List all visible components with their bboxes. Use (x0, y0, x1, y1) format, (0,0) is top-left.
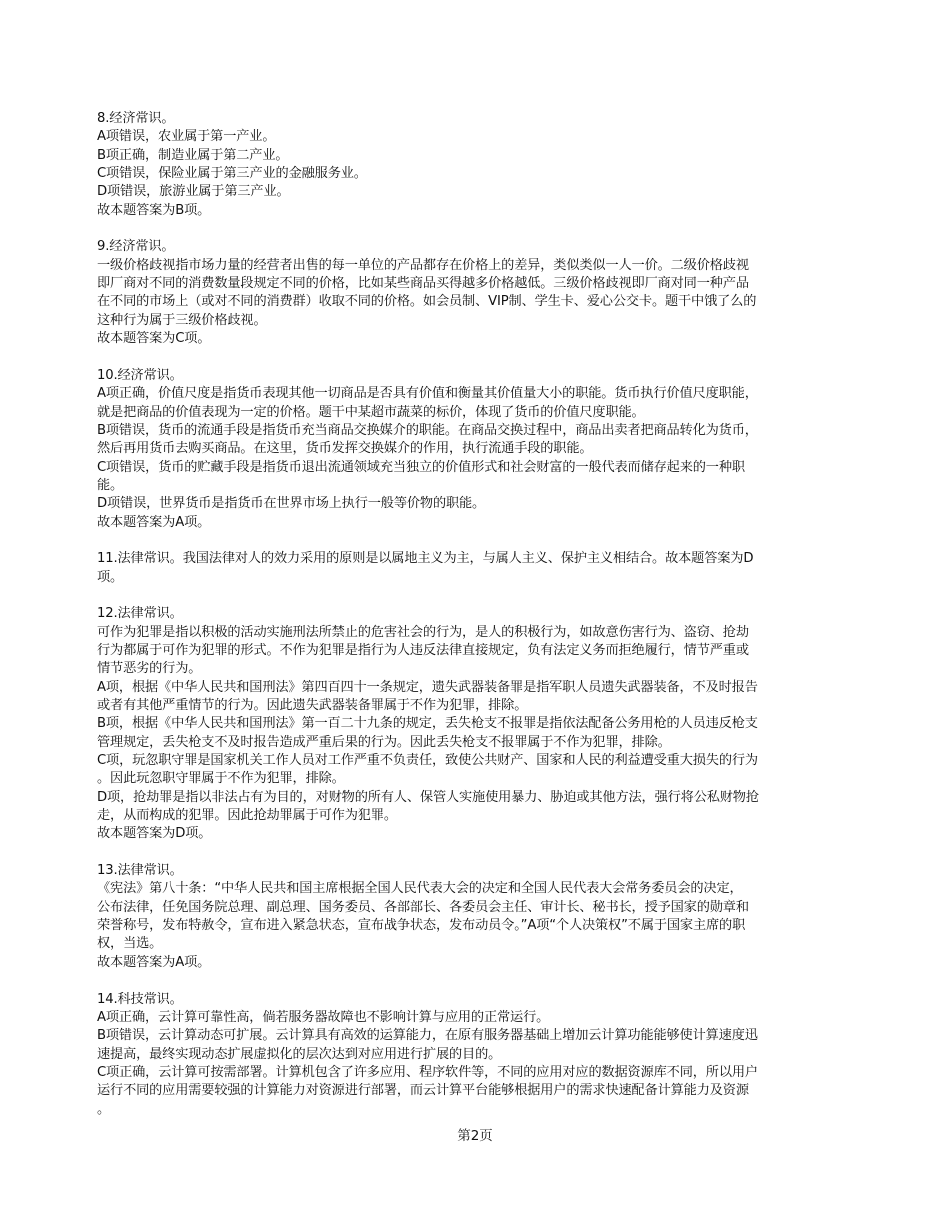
text-line: 故本题答案为B项。 (97, 202, 211, 218)
text-line: 速提高，最终实现动态扩展虚拟化的层次达到对应用进行扩展的目的。 (97, 1046, 502, 1062)
text-line: 荣誉称号，发布特赦令，宣布进入紧急状态，宣布战争状态，发布动员令。”A项“个人决策权”不属于国家主席的职 (97, 918, 746, 934)
text-line: 可作为犯罪是指以积极的活动实施刑法所禁止的危害社会的行为，是人的积极行为，如故意伤害行为、盗窃、抢劫 (97, 624, 749, 640)
text-line: 运行不同的应用需要较强的计算能力对资源进行部署，而云计算平台能够根据用户的需求快速配备计算能力及资源 (97, 1083, 749, 1099)
text-line: 或者有其他严重情节的行为。因此遗失武器装备罪属于不作为犯罪，排除。 (97, 698, 528, 713)
text-line: B项正确，制造业属于第二产业。 (97, 147, 289, 163)
question-heading: 11.法律常识。我国法律对人的效力采用的原则是以属地主义为主，与属人主义、保护主义相结合。故本题答案为D (97, 551, 754, 567)
text-line: D项错误，世界货币是指货币在世界市场上执行一般等价物的职能。 (97, 496, 486, 512)
text-line: 管理规定，丢失枪支不及时报告造成严重后果的行为。因此丢失枪支不报罪属于不作为犯罪，排除。 (97, 734, 671, 750)
question-heading: 14.科技常识。 (97, 991, 183, 1007)
text-line: C项错误，保险业属于第三产业的金融服务业。 (97, 166, 367, 182)
text-line: 能。 (97, 477, 124, 493)
text-line: 故本题答案为A项。 (97, 954, 211, 970)
text-line: 公布法律，任免国务院总理、副总理、国务委员、各部部长、各委员会主任、审计长、秘书长，授予国家的勋章和 (97, 899, 749, 915)
question-explanation (97, 605, 869, 843)
text-line: 故本题答案为C项。 (97, 331, 211, 347)
text-line: 在不同的市场上（或对不同的消费群）收取不同的价格。如会员制、VIP制、学生卡、爱心公交卡。题干中饿了么的 (97, 294, 757, 310)
text-line: 就是把商品的价值表现为一定的价格。题干中某超市蔬菜的标价，体现了货币的价值尺度职能。 (97, 404, 645, 420)
question-heading: 13.法律常识。 (97, 863, 183, 879)
text-line: 然后再用货币去购买商品。在这里，货币发挥交换媒介的作用，执行流通手段的职能。 (97, 441, 593, 457)
text-line: B项错误，货币的流通手段是指货币充当商品交换媒介的职能。在商品交换过程中，商品出卖者把商品转化为货币， (97, 422, 758, 438)
text-line: A项，根据《中华人民共和国刑法》第四百四十一条规定，遗失武器装备罪是指军职人员遗失武器装备，不及时报告 (97, 679, 758, 695)
text-line: A项错误，农业属于第一产业。 (97, 129, 276, 145)
text-line: 权，当选。 (97, 936, 163, 952)
answer-explanations (97, 110, 869, 1137)
question-explanation (97, 110, 869, 220)
text-line: 。 (97, 1101, 111, 1117)
text-line: D项错误，旅游业属于第三产业。 (97, 184, 290, 200)
question-heading: 12.法律常识。 (97, 606, 183, 622)
text-line: B项，根据《中华人民共和国刑法》第一百二十九条的规定，丢失枪支不报罪是指依法配备公务用枪的人员违反枪支 (97, 716, 758, 732)
text-line: 情节恶劣的行为。 (97, 661, 202, 677)
text-line: C项正确，云计算可按需部署。计算机包含了许多应用、程序软件等，不同的应用对应的数据资源库不同，所以用户 (97, 1064, 758, 1080)
question-heading: 8.经济常识。 (97, 111, 175, 126)
text-line: C项错误，货币的贮藏手段是指货币退出流通领域充当独立的价值形式和社会财富的一般代表而储存起来的一种职 (97, 459, 745, 475)
text-line: 项。 (97, 569, 124, 585)
question-heading: 10.经济常识。 (97, 367, 183, 383)
text-line: 故本题答案为A项。 (97, 514, 211, 530)
text-line: 行为都属于可作为犯罪的形式。不作为犯罪是指行为人违反法律直接规定，负有法定义务而拒绝履行，情节严重或 (97, 642, 749, 658)
question-explanation (97, 367, 869, 532)
text-line: C项，玩忽职守罪是国家机关工作人员对工作严重不负责任，致使公共财产、国家和人民的利益遭受重大损失的行为 (97, 753, 758, 769)
text-line: D项，抢劫罪是指以非法占有为目的，对财物的所有人、保管人实施使用暴力、胁迫或其他方法，强行将公私财物抢 (97, 789, 759, 805)
text-line: A项正确，价值尺度是指货币表现其他一切商品是否具有价值和衡量其价值量大小的职能。货币执行价值尺度职能， (97, 386, 758, 402)
text-line: A项正确，云计算可靠性高，倘若服务器故障也不影响计算与应用的正常运行。 (97, 1009, 550, 1025)
text-line: 即厂商对不同的消费数量段规定不同的价格，比如某些商品买得越多价格越低。三级价格歧视即厂商对同一种产品 (97, 276, 749, 292)
page-number: 第2页 (457, 1128, 493, 1144)
text-line: B项错误，云计算动态可扩展。云计算具有高效的运算能力，在原有服务器基础上增加云计算功能能够使计算速度迅 (97, 1028, 758, 1044)
text-line: 这种行为属于三级价格歧视。 (97, 312, 267, 328)
text-line: 。因此玩忽职守罪属于不作为犯罪，排除。 (97, 771, 345, 787)
text-line: 一级价格歧视指市场力量的经营者出售的每一单位的产品都存在价格上的差异，类似类似一人一价。二级价格歧视 (97, 257, 749, 273)
text-line: 故本题答案为D项。 (97, 826, 212, 842)
question-explanation (97, 238, 869, 348)
question-explanation (97, 550, 869, 587)
text-line: 《宪法》第八十条：“中华人民共和国主席根据全国人民代表大会的决定和全国人民代表大会常务委员会的决定， (97, 881, 743, 897)
question-explanation (97, 862, 869, 972)
text-line: 走，从而构成的犯罪。因此抢劫罪属于可作为犯罪。 (97, 808, 397, 824)
question-explanation (97, 991, 869, 1119)
question-heading: 9.经济常识。 (97, 239, 175, 255)
